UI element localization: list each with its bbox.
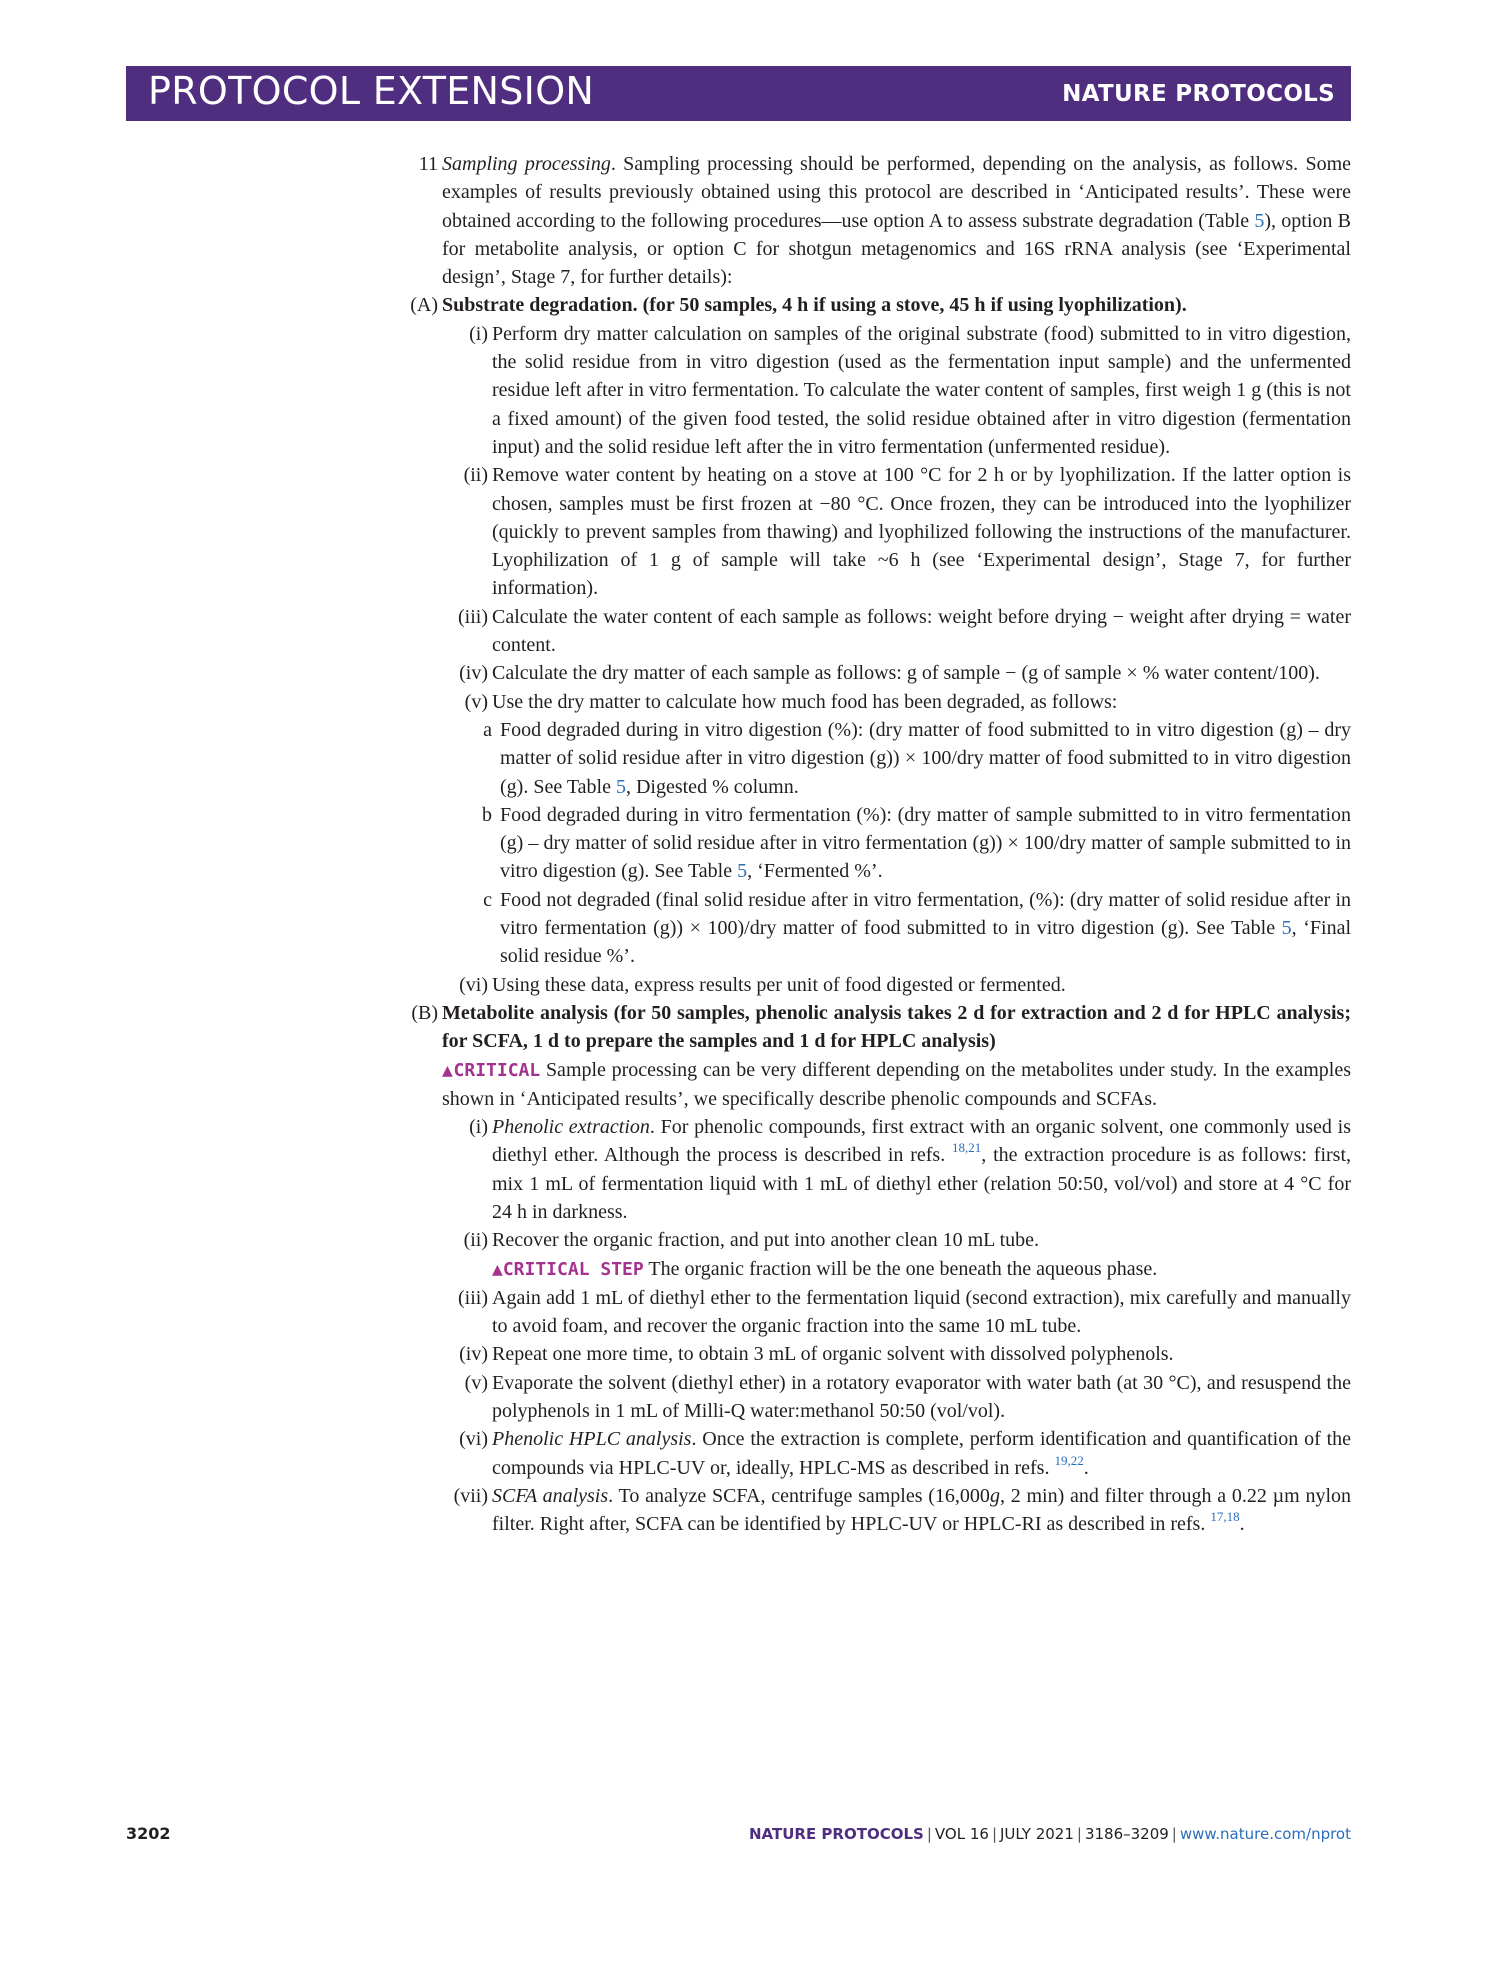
step-text-end: .: [1239, 1513, 1245, 1536]
step-label: (ii): [463, 464, 488, 487]
step-intro: . Sampling processing should be performed, depending on the analysis, as follows. Some examples of results previously obtained using this protocol are described in ‘Anticipated results’. These were obtained according to the following procedures—use option A to assess substrate degradation (Table: [442, 153, 1352, 232]
option-b-step-iv: [444, 1340, 1351, 1368]
step-text-end: .: [1083, 1456, 1089, 1479]
option-b-critical: [398, 1056, 1351, 1114]
table-link[interactable]: 5: [1281, 917, 1292, 940]
step-intro-end: ), option B for metabolite analysis, or option C for shotgun metagenomics and 16S rRNA analysis (see ‘Experimental design’, Stage 7, for further details):: [442, 209, 1351, 289]
option-b-step-v: [444, 1369, 1351, 1426]
critical-step-label: ▲CRITICAL STEP: [492, 1258, 644, 1280]
step-text: Calculate the water content of each sample as follows: weight before drying − weight after drying = water content.: [492, 605, 1351, 657]
option-a-substep: [474, 886, 1351, 971]
option-b: [398, 999, 1351, 1056]
step-text: . For phenolic compounds, first extract with an organic solvent, one commonly used is diethyl ether. Although the process is described in refs.: [492, 1116, 1351, 1167]
step-text: . To analyze SCFA, centrifuge samples (16,000: [608, 1484, 990, 1507]
critical-label: ▲CRITICAL: [442, 1059, 541, 1081]
option-a-substeps: [474, 716, 1351, 971]
option-b-step-i: (i) Phenolic extraction. For phenolic compounds, first extract with an organic solvent, one commonly used is diethyl ether. Although the process is described in refs. $^{18,21}$, the extraction procedure is as follows: first, mix 1 mL of fermentation liquid with 1 mL of diethyl ether (relation 50:50, vol/vol) and store at 4 °C for 24 h in darkness.: [444, 1113, 1351, 1226]
step-label: (i): [469, 322, 488, 345]
footer-citation: NATURE PROTOCOLS | VOL 16 | JULY 2021 | 3186–3209 | www.nature.com/nprot: [749, 1825, 1351, 1843]
option-b-step-ii: [444, 1226, 1351, 1284]
substep-body: Food degraded during in vitro fermentation (%): (dry matter of sample submitted to in vitro fermentation (g) – dry matter of solid residue after in vitro fermentation (g)) × 100/dry matter of sample submitted to in vitro digestion (g). See Table: [500, 803, 1351, 883]
ref-link[interactable]: 18: [1226, 1509, 1240, 1525]
critical-text: Sample processing can be very different depending on the metabolites under study. In the examples shown in ‘Anticipated results’, we specifically describe phenolic compounds and SCFAs.: [442, 1058, 1351, 1110]
step-text: Again add 1 mL of diethyl ether to the fermentation liquid (second extraction), mix carefully and manually to avoid foam, and recover the organic fraction into the same 10 mL tube.: [492, 1286, 1351, 1338]
substep-body: Food not degraded (final solid residue after in vitro fermentation, (%): (dry matter of solid residue after in vitro fermentation (g)) × 100)/dry matter of food submitted to in vitro digestion (g). See Table: [500, 888, 1351, 940]
ref-link[interactable]: 19: [1054, 1452, 1068, 1468]
substep-text: [500, 801, 1351, 886]
option-b-step-iii: [444, 1284, 1351, 1341]
step-11-text: [442, 150, 1351, 291]
step-text: Using these data, express results per unit of food digested or fermented.: [492, 973, 1066, 996]
step-title: Phenolic HPLC analysis: [492, 1428, 692, 1451]
journal-label: NATURE PROTOCOLS: [1062, 81, 1335, 107]
option-b-step-vi: (vi) Phenolic HPLC analysis. Once the extraction is complete, perform identification and quantification of the compounds via HPLC-UV or, ideally, HPLC-MS as described in refs. $^{19,22}$.: [444, 1425, 1351, 1482]
step-label: (vi): [459, 1428, 488, 1451]
option-a-step: [444, 659, 1351, 687]
step-title: SCFA analysis: [492, 1484, 609, 1507]
option-b-step-vii: (vii) SCFA analysis. To analyze SCFA, centrifuge samples (16,000g, 2 min) and filter through a 0.22 µm nylon filter. Right after, SCFA can be identified by HPLC-UV or HPLC-RI as described in refs. $^{17,18}$.: [444, 1482, 1351, 1539]
substep-label: c: [483, 888, 492, 911]
critical-step-text: The organic fraction will be the one beneath the aqueous phase.: [648, 1257, 1158, 1280]
step-text: . Once the extraction is complete, perform identification and quantification of the compounds via HPLC-UV or, ideally, HPLC-MS as described in refs.: [492, 1428, 1352, 1479]
step-label: (v): [464, 1371, 488, 1394]
table-link[interactable]: 5: [1254, 209, 1265, 232]
substep-text: [500, 716, 1351, 801]
step-title: Phenolic extraction: [492, 1116, 650, 1139]
protocol-body: [398, 150, 1351, 1539]
option-a-substeps-wrap: [444, 716, 1351, 971]
step-text: Remove water content by heating on a stove at 100 °C for 2 h or by lyophilization. If the latter option is chosen, samples must be first frozen at −80 °C. Once frozen, they can be introduced into the lyophilizer (quickly to prevent samples from thawing) and lyophilized following the instructions of the manufacturer. Lyophilization of 1 g of sample will take ~6 h (see ‘Experimental design’, Stage 7, for further information).: [492, 464, 1351, 600]
option-a-step-vi: [444, 971, 1351, 999]
option-a-step: [444, 603, 1351, 660]
substep-label: a: [483, 718, 492, 741]
ref-link[interactable]: 22: [1070, 1452, 1084, 1468]
step-label: (i): [469, 1116, 488, 1139]
option-a-step: [444, 461, 1351, 602]
ref-link[interactable]: 17: [1210, 1509, 1224, 1525]
step-label: (vi): [459, 973, 488, 996]
section-label: PROTOCOL EXTENSION: [148, 69, 595, 113]
step-number: 11: [418, 153, 438, 175]
option-a-label: (A): [410, 294, 438, 317]
step-text: Perform dry matter calculation on samples of the original substrate (food) submitted to in vitro digestion, the solid residue from in vitro digestion (used as the fermentation input sample) and the unfermented residue left after in vitro fermentation. To calculate the water content of samples, first weigh 1 g (this is not a fixed amount) of the given food tested, the solid residue obtained after in vitro digestion (fermentation input) and the solid residue left after the in vitro fermentation (unfermented residue).: [492, 322, 1351, 458]
substep-end: , Digested % column.: [625, 775, 799, 798]
header-banner: [126, 66, 1351, 121]
option-a-step: [444, 688, 1351, 716]
option-a-title: Substrate degradation. (for 50 samples, 4 h if using a stove, 45 h if using lyophilization).: [442, 294, 1187, 317]
page-number: 3202: [126, 1824, 171, 1843]
step-text: Repeat one more time, to obtain 3 mL of organic solvent with dissolved polyphenols.: [492, 1343, 1174, 1366]
footer-date: JULY 2021: [1000, 1825, 1074, 1843]
step-text: Calculate the dry matter of each sample as follows: g of sample − (g of sample × % water content/100).: [492, 662, 1320, 685]
step-label: (iii): [458, 1286, 488, 1309]
footer-pages: 3186–3209: [1084, 1825, 1169, 1843]
substep-text: [500, 886, 1351, 971]
table-link[interactable]: 5: [737, 860, 748, 883]
step-label: (iii): [458, 605, 488, 628]
substep-end: , ‘Fermented %’.: [747, 860, 883, 883]
ref-link[interactable]: 21: [968, 1140, 982, 1156]
footer-url[interactable]: www.nature.com/nprot: [1179, 1825, 1351, 1843]
option-b-title: Metabolite analysis (for 50 samples, phenolic analysis takes 2 d for extraction and 2 d for HPLC analysis; for SCFA, 1 d to prepare the samples and 1 d for HPLC analysis): [442, 1001, 1351, 1053]
option-a-substep: [474, 801, 1351, 886]
substep-body: Food degraded during in vitro digestion (%): (dry matter of food submitted to in vitro digestion (g) – dry matter of solid residue after in vitro digestion (g)) × 100/dry matter of food submitted to in vitro digestion (g). See Table: [500, 718, 1351, 798]
step-text: , 2 min) and filter through a 0.22 µm nylon filter. Right after, SCFA can be identified by HPLC-UV or HPLC-RI as described in refs.: [492, 1484, 1352, 1536]
step-text: Recover the organic fraction, and put into another clean 10 mL tube.: [492, 1229, 1040, 1252]
step-label: (iv): [459, 1343, 488, 1366]
substep-end: , ‘Final solid residue %’.: [500, 917, 1351, 968]
step-text: , the extraction procedure is as follows: first, mix 1 mL of fermentation liquid with 1 mL of diethyl ether (relation 50:50, vol/vol) and store at 4 °C for 24 h in darkness.: [492, 1144, 1351, 1223]
footer-journal: NATURE PROTOCOLS: [749, 1825, 924, 1843]
step-text: Evaporate the solvent (diethyl ether) in a rotatory evaporator with water bath (at 30 °C), and resuspend the polyphenols in 1 mL of Milli-Q water:methanol 50:50 (vol/vol).: [492, 1371, 1351, 1423]
footer-volume: VOL 16: [934, 1825, 989, 1843]
step-label: (v): [464, 690, 488, 713]
step-text: Use the dry matter to calculate how much food has been degraded, as follows:: [492, 690, 1118, 713]
option-a: [398, 291, 1351, 319]
table-link[interactable]: 5: [615, 775, 626, 798]
step-11: [398, 150, 1351, 291]
substep-label: b: [482, 803, 492, 826]
step-label: (vii): [453, 1484, 488, 1507]
step-title: Sampling processing: [442, 153, 611, 175]
g-force-unit: g: [989, 1484, 1000, 1507]
option-a-substep: [474, 716, 1351, 801]
ref-link[interactable]: 18: [952, 1140, 966, 1156]
step-label: (ii): [463, 1229, 488, 1252]
option-a-step: [444, 320, 1351, 461]
step-label: (iv): [459, 662, 488, 685]
option-a-steps: [444, 320, 1351, 716]
option-b-label: (B): [411, 1001, 438, 1024]
